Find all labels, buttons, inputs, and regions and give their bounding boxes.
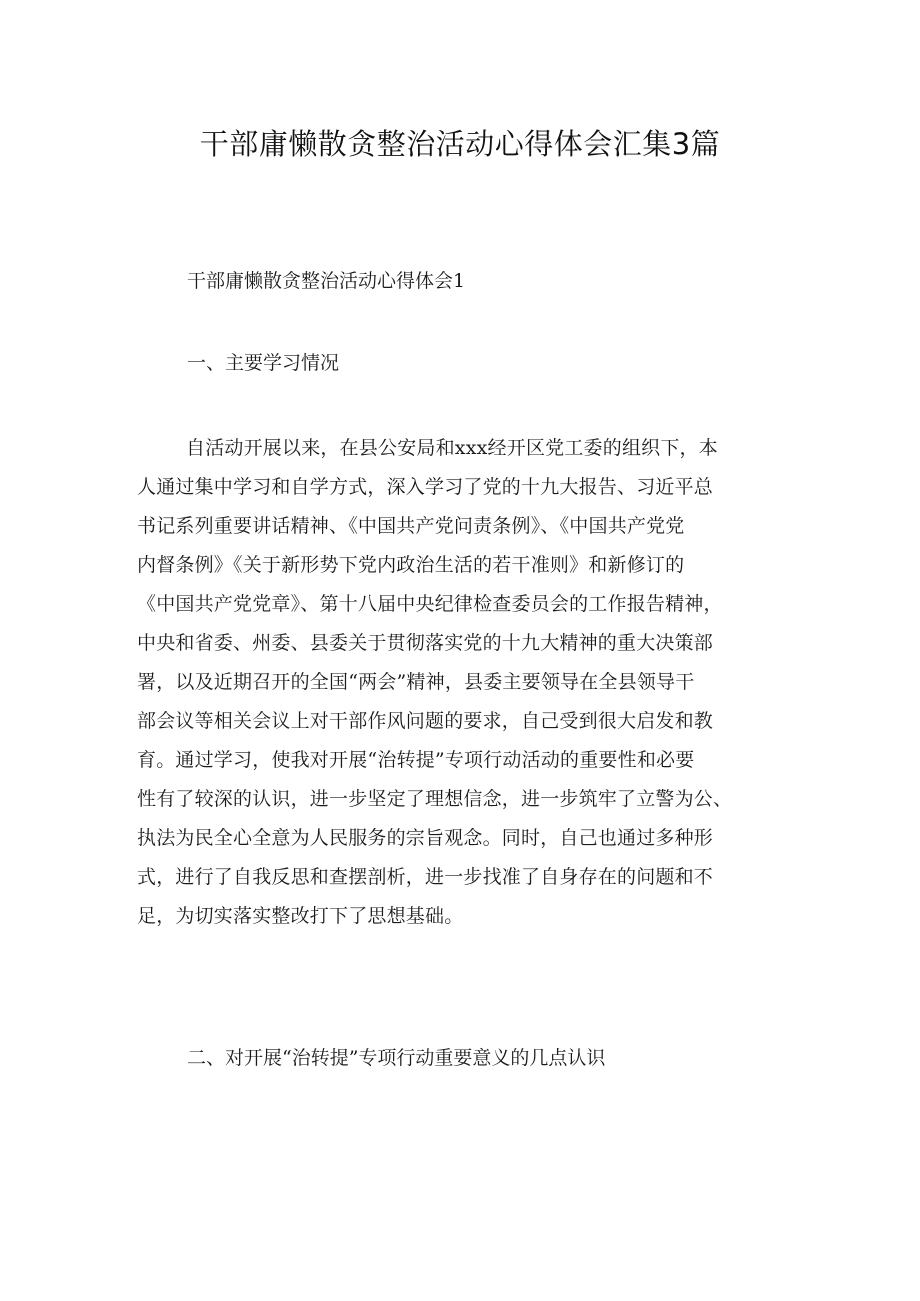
section-heading-1: 一、主要学习情况 [187, 352, 340, 374]
paragraph-line: 中央和省委、州委、县委关于贯彻落实党的十九大精神的重大决策部 [137, 632, 714, 654]
paragraph-1 [137, 429, 789, 936]
paragraph-line: 内督条例》《关于新形势下党内政治生活的若干准则》和新修订的 [137, 554, 685, 576]
paragraph-line: 性有了较深的认识，进一步坚定了理想信念，进一步筑牢了立警为公、 [137, 788, 733, 810]
paragraph-line: 《中国共产党党章》、第十八届中央纪律检查委员会的工作报告精神， [137, 593, 723, 615]
paragraph-line: 人通过集中学习和自学方式，深入学习了党的十九大报告、习近平总 [137, 476, 714, 498]
paragraph-line: 足，为切实落实整改打下了思想基础。 [137, 905, 464, 927]
paragraph-line: 自活动开展以来，在县公安局和xxx经开区党工委的组织下，本 [186, 437, 718, 459]
paragraph-line: 育。通过学习，使我对开展“治转提”专项行动活动的重要性和必要 [137, 749, 695, 771]
paragraph-line: 书记系列重要讲话精神、《中国共产党问责条例》、《中国共产党党 [137, 515, 685, 537]
section-heading-2: 二、对开展“治转提”专项行动重要意义的几点认识 [187, 1047, 606, 1069]
document-title: 干部庸懒散贪整治活动心得体会汇集3篇 [199, 127, 721, 161]
paragraph-line: 署，以及近期召开的全国“两会”精神，县委主要领导在全县领导干 [137, 671, 695, 693]
paragraph-line: 部会议等相关会议上对干部作风问题的要求，自己受到很大启发和教 [137, 710, 714, 732]
article-subtitle: 干部庸懒散贪整治活动心得体会1 [187, 270, 466, 292]
paragraph-line: 执法为民全心全意为人民服务的宗旨观念。同时，自己也通过多种形 [137, 827, 714, 849]
paragraph-line: 式，进行了自我反思和查摆剖析，进一步找准了自身存在的问题和不 [137, 866, 714, 888]
